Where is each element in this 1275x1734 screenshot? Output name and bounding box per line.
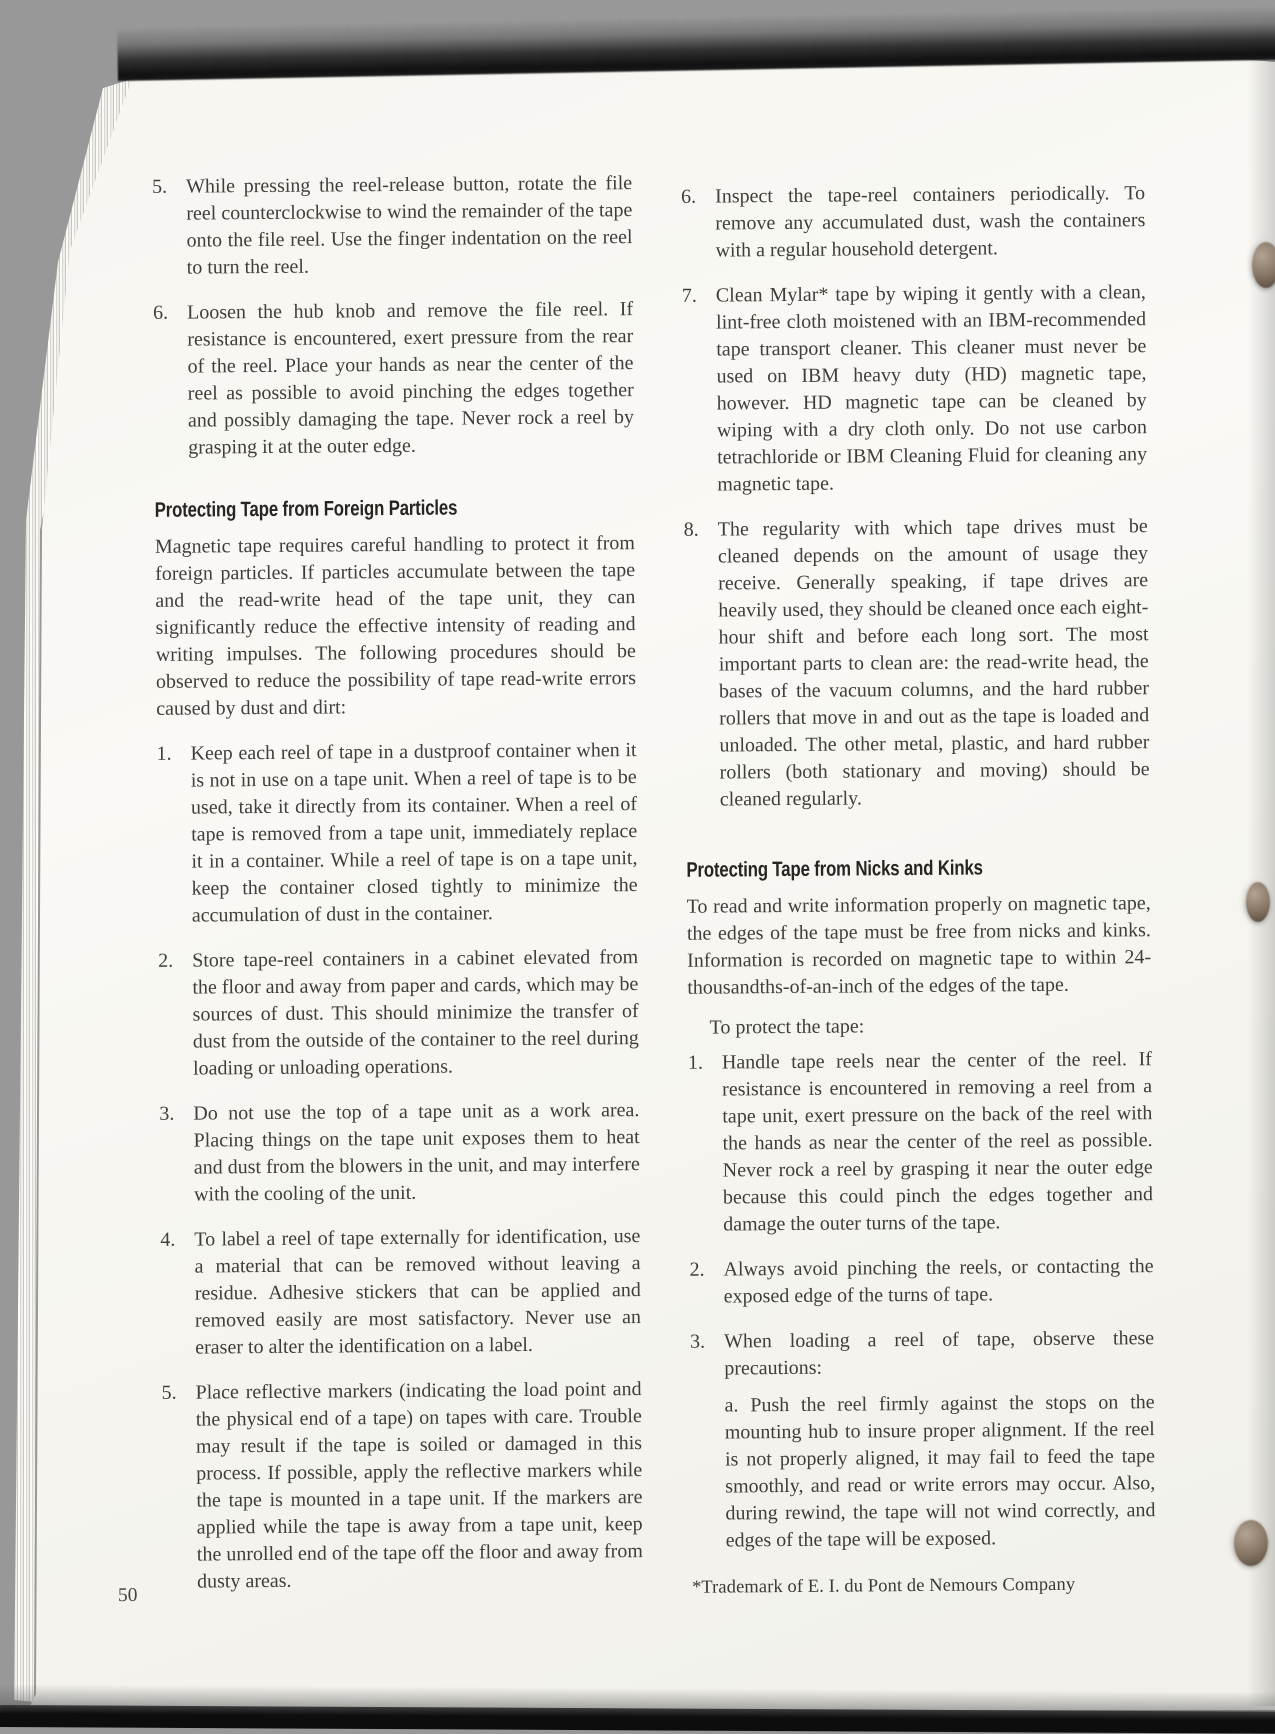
binder-ring-icon xyxy=(1252,242,1275,288)
section-intro: To read and write information properly on magnetic tape, the edges of the tape must be free from nicks and kinks. Information is recorded on magnetic tape to within 24-thousandths-of-an-inch of the edges of the tape. xyxy=(686,892,1152,999)
list-item-text: Handle tape reels near the center of the reel. If resistance is encountered in removing a reel from a tape unit, exert pressure on the back of the reel with the hands as near the center of the reel as possible. Never rock a reel by grasping it near the outer edge because this could pinch the edges together and damage the outer turns of the tape. xyxy=(721,1048,1154,1236)
list-item xyxy=(681,180,1146,265)
list-item-text: Store tape-reel containers in a cabinet elevated from the floor and away from paper and cards, which may be sources of dust. This should minimize the transfer of dust from the outside of the container to the reel during loading or unloading operations. xyxy=(192,946,639,1080)
list-item xyxy=(158,944,639,1083)
section-heading: Protecting Tape from Nicks and Kinks xyxy=(686,856,983,882)
numbered-list xyxy=(688,1046,1156,1555)
numbered-list xyxy=(156,737,643,1596)
list-item-text: Keep each reel of tape in a dustproof container when it is not in use on a tape unit. When a reel of tape is to be used, take it directly from its container. When a reel of tape is removed from a tape unit, immediately replace it in a container. While a reel of tape is on a tape unit, keep the container closed tightly to minimize the accumulation of dust in the container. xyxy=(190,739,638,927)
list-item xyxy=(152,170,633,282)
list-item-text: When loading a reel of tape, observe these precautions: xyxy=(724,1327,1155,1380)
list-item xyxy=(161,1376,643,1596)
binder-ring-icon xyxy=(1234,1520,1268,1566)
list-item-text: Always avoid pinching the reels, or contacting the exposed edge of the turns of tape. xyxy=(723,1255,1154,1308)
list-item-number: 3. xyxy=(159,1102,175,1125)
left-column xyxy=(152,170,643,1596)
section-heading: Protecting Tape from Foreign Particles xyxy=(154,496,458,522)
list-item-number: 5. xyxy=(152,175,168,198)
list-item-number: 1. xyxy=(156,742,172,765)
list-item-text: Clean Mylar* tape by wiping it gently with a clean, lint-free cloth moistened with an IBM-recommended tape transport cleaner. This cleaner must never be used on IBM heavy duty (HD) magnetic tape, however. HD magnetic tape can be cleaned by wiping with a dry cloth only. Do not use carbon tetrachloride or IBM Cleaning Fluid for cleaning any magnetic tape. xyxy=(715,281,1148,496)
list-item-number: 5. xyxy=(161,1381,177,1404)
list-item-text: Inspect the tape-reel containers periodically. To remove any accumulated dust, wash the containers with a regular household detergent. xyxy=(715,182,1146,262)
list-item-number: 7. xyxy=(681,284,697,307)
list-item-text: While pressing the reel-release button, rotate the file reel counterclockwise to wind the remainder of the tape onto the file reel. Use the finger indentation on the reel to turn the reel. xyxy=(186,172,633,279)
list-item-number: 6. xyxy=(153,301,169,324)
list-item-number: 8. xyxy=(683,518,699,541)
section-intro: Magnetic tape requires careful handling to protect it from foreign particles. If particles accumulate between the tape and the read-write head of the tape unit, they can significantly reduce the effective intensity of reading and writing impulses. The following procedures should be observed to reduce the possibility of tape read-write errors caused by dust and dirt: xyxy=(154,532,637,720)
page-number: 50 xyxy=(117,1584,138,1607)
list-item xyxy=(684,513,1150,814)
list-item xyxy=(153,296,634,462)
list-item xyxy=(688,1046,1153,1239)
list-item-text: Loosen the hub knob and remove the file reel. If resistance is encountered, exert pressure from the rear of the reel. Place your hands as near the center of the reel as possible to avoid pinching the edges together and possibly damaging the tape. Never rock a reel by grasping it at the outer edge. xyxy=(187,298,635,459)
list-item-text: To label a reel of tape externally for identification, use a material that can be removed without leaving a residue. Adhesive stickers that can be applied and removed easily are most satisfactory. Never use an eraser to alter the identification on a label. xyxy=(194,1225,642,1359)
list-item-number: 2. xyxy=(158,949,174,972)
list-item xyxy=(690,1325,1156,1555)
list-item-number: 3. xyxy=(690,1330,706,1353)
list-item xyxy=(682,279,1148,499)
list-item xyxy=(689,1253,1153,1311)
trademark-footnote: *Trademark of E. I. du Pont de Nemours Company xyxy=(691,1574,1076,1598)
list-item xyxy=(160,1223,641,1362)
list-item-text: Do not use the top of a tape unit as a work area. Placing things on the tape unit exposes them to heat and dust from the blowers in the unit, and may interfere with the cooling of the unit. xyxy=(193,1099,640,1206)
lead-in-line: To protect the tape: xyxy=(709,1015,865,1039)
list-item-text: The regularity with which tape drives must be cleaned depends on the amount of usage they receive. Generally speaking, if tape drives are heavily used, they should be cleaned once each eight-hour shift and before each long sort. The most important parts to clean are: the read-write head, the bases of the vacuum columns, and the hard rubber rollers that move in and out as the tape is loaded and unloaded. The other metal, plastic, and hard rubber rollers (both stationary and moving) should be cleaned regularly. xyxy=(717,515,1150,811)
right-column xyxy=(681,180,1156,1620)
list-sub-item: a. Push the reel firmly against the stops on the mounting hub to insure proper alignment. If the reel is not properly aligned, it may fail to feed the tape smoothly, and read or write errors may occur. Also, during rewind, the tape will not wind correctly, and edges of the tape will be exposed. xyxy=(724,1391,1156,1552)
binder-ring-icon xyxy=(1246,882,1270,922)
list-item xyxy=(156,737,637,930)
list-item-number: 4. xyxy=(160,1228,176,1251)
list-item xyxy=(159,1097,640,1209)
list-item-number: 6. xyxy=(681,185,697,208)
list-item-text: Place reflective markers (indicating the load point and the physical end of a tape) on tapes with care. Trouble may result if the tape is soiled or damaged in this process. If possible, apply the reflective markers while the tape is mounted in a tape unit. If the markers are applied while the tape is away from a tape unit, keep the unrolled end of the tape off the floor and away from dusty areas. xyxy=(195,1378,643,1593)
list-item-number: 1. xyxy=(687,1051,703,1074)
list-item-number: 2. xyxy=(689,1258,705,1281)
